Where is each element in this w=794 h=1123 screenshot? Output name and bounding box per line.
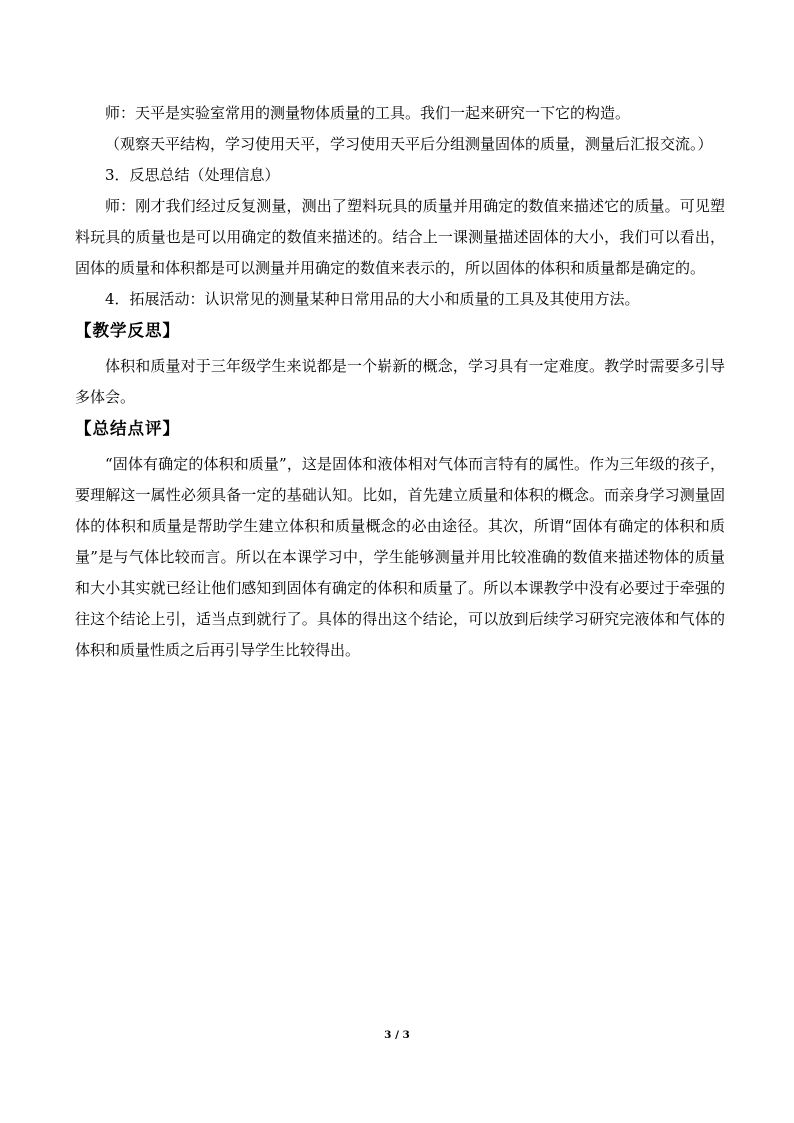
- heading-summary-review: 【总结点评】: [75, 419, 180, 438]
- paragraph-teacher-summary: 师：刚才我们经过反复测量，测出了塑料玩具的质量并用确定的数值来描述它的质量。可见塑料玩具的质量也是可以用确定的数值来描述的。结合上一课测量描述固体的大小，我们可以看出，固体的质量和体积都是可以测量并用确定的数值来表示的，所以固体的体积和质量都是确定的。: [75, 197, 725, 277]
- heading-teaching-reflection: 【教学反思】: [75, 321, 180, 340]
- paragraph-teacher-balance: 师：天平是实验室常用的测量物体质量的工具。我们一起来研究一下它的构造。: [105, 104, 631, 122]
- paragraph-observation-note: （观察天平结构，学习使用天平，学习使用天平后分组测量固体的质量，测量后汇报交流。）: [105, 135, 713, 153]
- paragraph-step-4-extension: 4．拓展活动：认识常见的测量某种日常用品的大小和质量的工具及其使用方法。: [105, 290, 640, 308]
- paragraph-reflection: 体积和质量对于三年级学生来说都是一个崭新的概念，学习具有一定难度。教学时需要多引导多体会。: [75, 357, 725, 406]
- page-number: 3 / 3: [384, 1029, 410, 1041]
- paragraph-step-3-title: 3．反思总结（处理信息）: [105, 166, 280, 184]
- paragraph-summary-review: “固体有确定的体积和质量”，这是固体和液体相对气体而言特有的属性。作为三年级的孩子，要理解这一属性必须具备一定的基础认知。比如，首先建立质量和体积的概念。而亲身学习测量固体的体积和质量是帮助学生建立体积和质量概念的必由途径。其次，所谓“固体有确定的体积和质量”是与气体比较而言。所以在本课学习中，学生能够测量并用比较准确的数值来描述物体的质量和大小其实就已经让他们感知到固体有确定的体积和质量了。所以本课教学中没有必要过于牵强的往这个结论上引，适当点到就行了。具体的得出这个结论，可以放到后续学习研究完液体和气体的体积和质量性质之后再引导学生比较得出。: [75, 455, 725, 659]
- document-body: [75, 98, 725, 666]
